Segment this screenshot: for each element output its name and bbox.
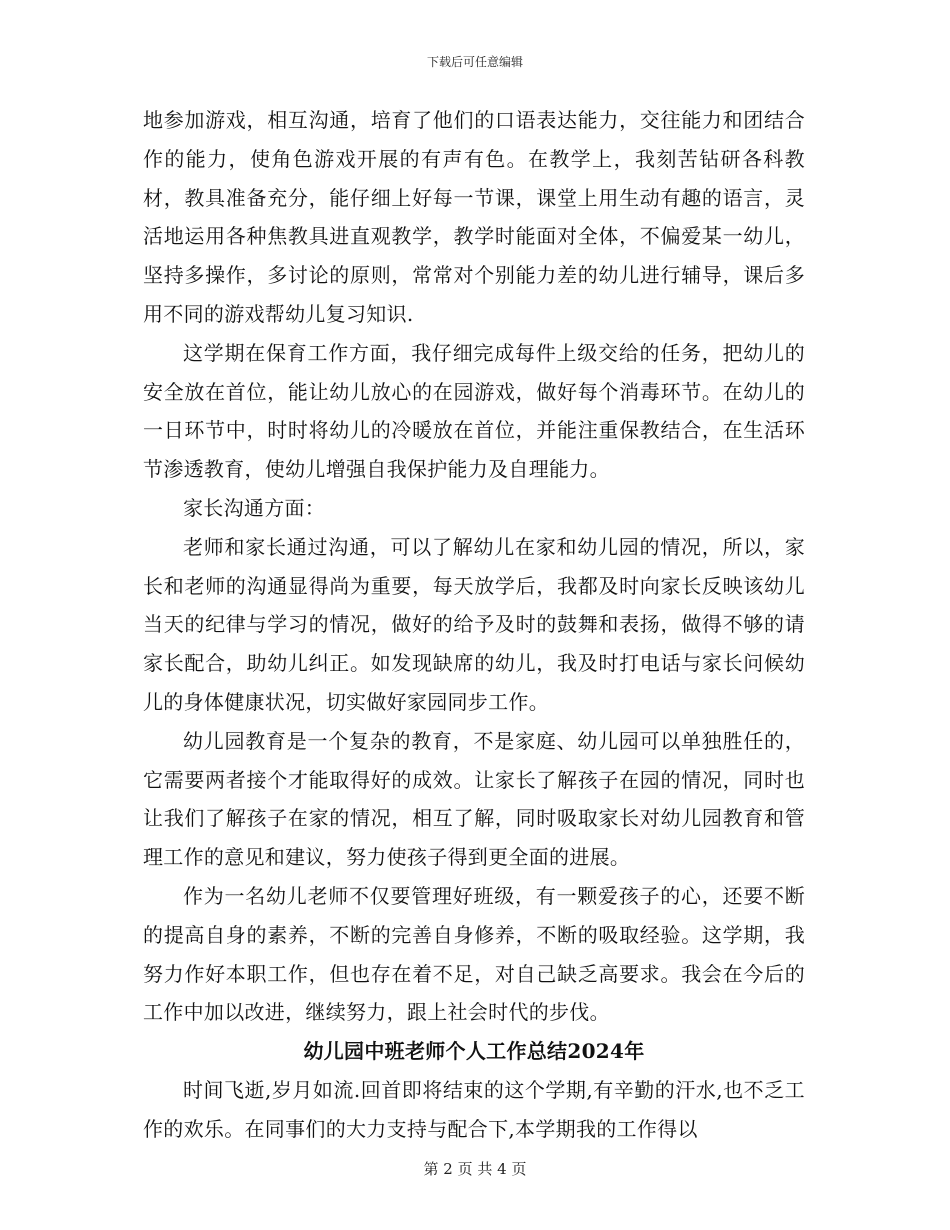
paragraph-parent-communication-heading: 家长沟通方面： [183, 495, 326, 520]
paragraph-parent-communication: 老师和家长通过沟通，可以了解幼儿在家和幼儿园的情况，所以，家长和老师的沟通显得尚为重要，每天放学后，我都及时向家长反映该幼儿当天的纪律与学习的情况，做好的给予及时的鼓舞和表扬，做得不够的请家长配合，助幼儿纠正。如发现缺席的幼儿，我及时打电话与家长问候幼儿的身体健康状况，切实做好家园同步工作。 [143, 534, 805, 714]
paragraph-kindergarten-education: 幼儿园教育是一个复杂的教育，不是家庭、幼儿园可以单独胜任的，它需要两者接个才能取得好的成效。让家长了解孩子在园的情况，同时也让我们了解孩子在家的情况，相互了解，同时吸取家长对幼儿园教育和管理工作的意见和建议，努力使孩子得到更全面的进展。 [143, 728, 805, 870]
paragraph-continued: 地参加游戏，相互沟通，培育了他们的口语表达能力，交往能力和团结合作的能力，使角色游戏开展的有声有色。在教学上，我刻苦钻研各科教材，教具准备充分，能仔细上好每一节课，课堂上用生动有趣的语言，灵活地运用各种焦教具进直观教学，教学时能面对全体，不偏爱某一幼儿，坚持多操作，多讨论的原则，常常对个别能力差的幼儿进行辅导，课后多用不同的游戏帮幼儿复习知识. [143, 108, 805, 326]
page-header: 下载后可任意编辑 [426, 55, 523, 69]
paragraph-section-intro: 时间飞逝,岁月如流.回首即将结束的这个学期,有辛勤的汗水,也不乏工作的欢乐。在同事们的大力支持与配合下,本学期我的工作得以 [143, 1077, 805, 1141]
document-body [143, 101, 805, 1149]
section-title: 幼儿园中班老师个人工作总结2024年 [303, 1039, 645, 1064]
paragraph-childcare: 这学期在保育工作方面，我仔细完成每件上级交给的任务，把幼儿的安全放在首位，能让幼儿放心的在园游戏，做好每个消毒环节。在幼儿的一日环节中，时时将幼儿的冷暖放在首位，并能注重保教结合，在生活环节渗透教育，使幼儿增强自我保护能力及自理能力。 [143, 340, 805, 482]
page-footer: 第 2 页 共 4 页 [423, 1160, 527, 1178]
paragraph-conclusion: 作为一名幼儿老师不仅要管理好班级，有一颗爱孩子的心，还要不断的提高自身的素养，不断的完善自身修养，不断的吸取经验。这学期，我努力作好本职工作，但也存在着不足，对自己缺乏高要求。我会在今后的工作中加以改进，继续努力，跟上社会时代的步伐。 [143, 883, 805, 1025]
